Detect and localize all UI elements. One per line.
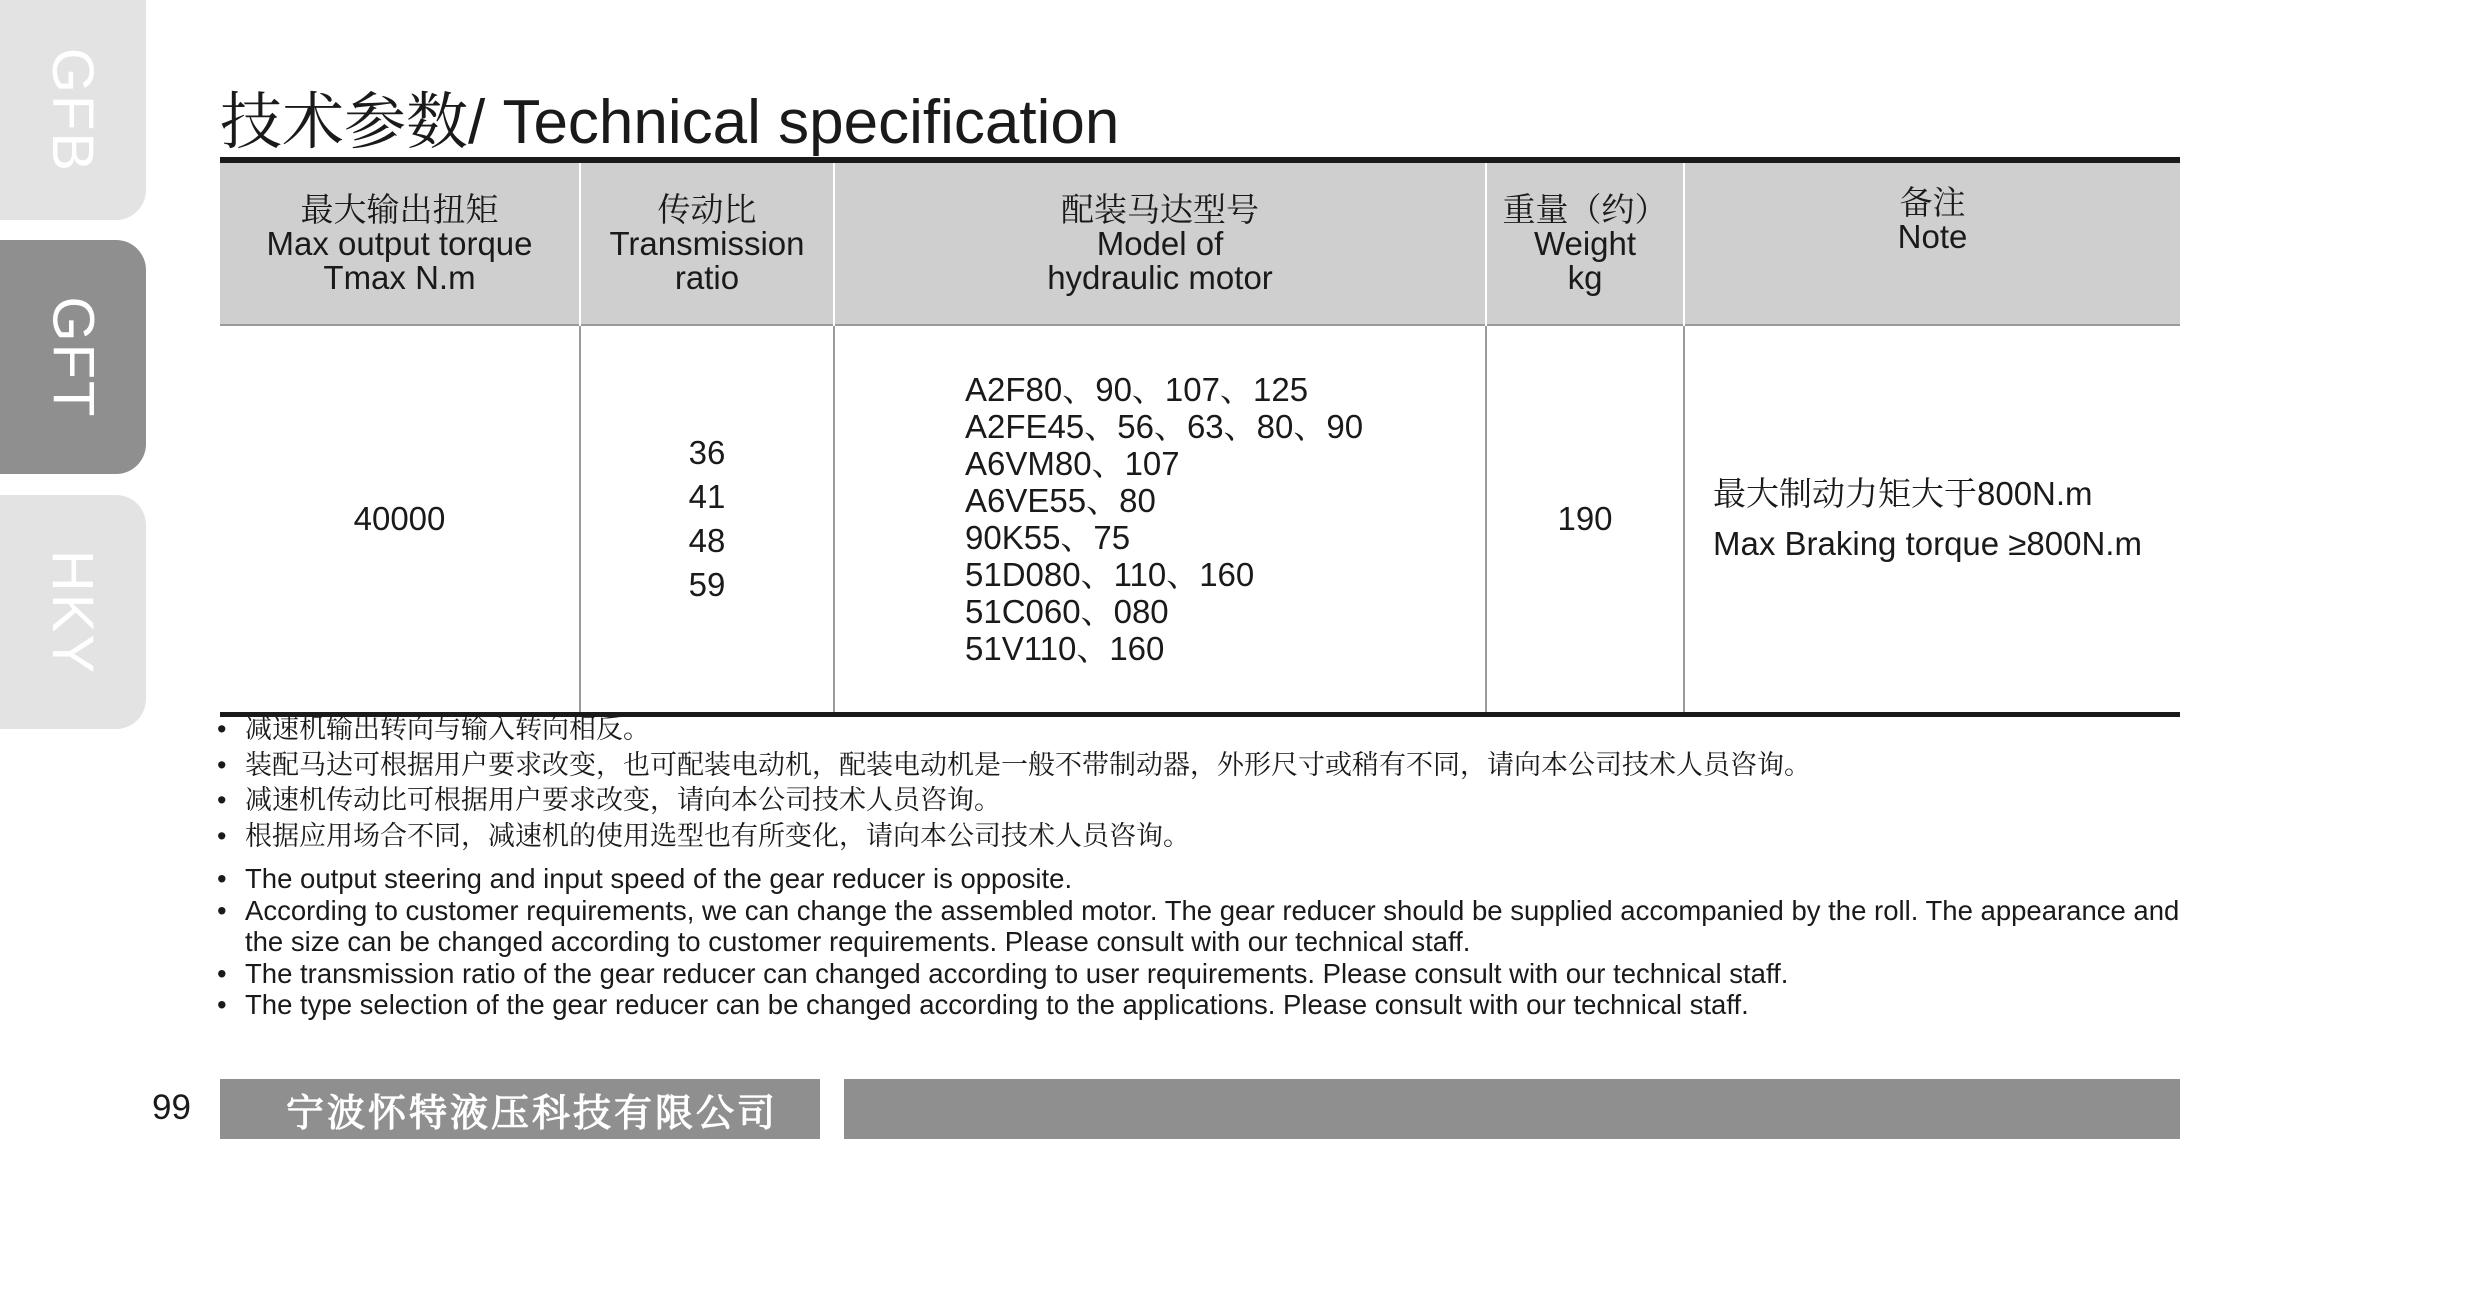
motor-model: A6VE55、80 <box>965 481 1156 519</box>
list-item: • The transmission ratio of the gear reducer can changed according to user requirements. Please consult with our technical staff. <box>215 958 2195 990</box>
ratio-value: 48 <box>688 522 726 559</box>
header-ratio-en1: Transmission <box>609 224 805 262</box>
header-weight-cn: 重量（约） <box>1502 190 1668 228</box>
motor-model: 51C060、080 <box>965 592 1169 630</box>
list-item: • The output steering and input speed of the gear reducer is opposite. <box>215 863 2195 895</box>
motor-model: A2FE45、56、63、80、90 <box>965 407 1364 445</box>
header-motor <box>834 160 1486 325</box>
table-row <box>220 325 2180 715</box>
page-number: 99 <box>152 1088 191 1127</box>
page-title: 技术参数/ Technical specification <box>220 88 1120 157</box>
list-item: • The type selection of the gear reducer can be changed according to the applications. Please consult with our technical staff. <box>215 989 2195 1021</box>
ratio-value: 36 <box>688 434 726 471</box>
cell-ratios <box>580 325 834 715</box>
motor-model: 51V110、160 <box>965 629 1165 667</box>
side-tab-gfb-label: GFB <box>40 47 106 173</box>
footer-bar <box>844 1079 2180 1139</box>
table-header-row <box>220 160 2180 325</box>
header-motor-en2: hydraulic motor <box>1047 258 1273 296</box>
header-weight <box>1486 160 1684 325</box>
header-motor-cn: 配装马达型号 <box>1061 190 1259 228</box>
list-item: • 根据应用场合不同，减速机的使用选型也有所变化，请向本公司技术人员咨询。 <box>215 819 2195 855</box>
header-weight-en1: Weight <box>1533 224 1637 262</box>
list-item: • 装配马达可根据用户要求改变，也可配装电动机，配装电动机是一般不带制动器，外形尺寸或稍有不同，请向本公司技术人员咨询。 <box>215 748 2195 784</box>
header-note-en1: Note <box>1897 218 1968 255</box>
motor-model: 51D080、110、160 <box>965 555 1255 593</box>
motor-model: 90K55、75 <box>965 518 1131 556</box>
side-tab-gft-label: GFT <box>40 296 106 418</box>
list-item: • According to customer requirements, we can change the assembled motor. The gear reducer should be supplied accompanied by the roll. The appearance and the size can be changed according to customer requirements. Please consult with our technical staff. <box>215 895 2195 958</box>
note-en: Max Braking torque ≥800N.m <box>1713 525 2142 562</box>
header-torque-en1: Max output torque <box>266 224 533 262</box>
side-tab-hky[interactable] <box>0 495 146 729</box>
header-ratio <box>580 160 834 325</box>
cell-motors <box>834 325 1486 715</box>
ratio-value: 59 <box>688 566 726 603</box>
list-item: • 减速机传动比可根据用户要求改变，请向本公司技术人员咨询。 <box>215 783 2195 819</box>
header-weight-en2: kg <box>1567 258 1603 296</box>
header-ratio-en2: ratio <box>674 258 740 296</box>
motor-model: A6VM80、107 <box>965 444 1180 482</box>
header-torque-cn: 最大输出扭矩 <box>300 190 499 228</box>
header-note <box>1684 160 2180 325</box>
header-motor-en1: Model of <box>1096 224 1224 262</box>
side-tab-gft[interactable] <box>0 240 146 474</box>
note-cn: 最大制动力矩大于800N.m <box>1713 475 2093 512</box>
cell-note <box>1684 325 2180 715</box>
spec-table <box>220 157 2180 717</box>
side-tab-gfb[interactable] <box>0 0 146 220</box>
company-name: 宁波怀特液压科技有限公司 <box>286 1090 779 1135</box>
side-tab-hky-label: HKY <box>40 549 106 675</box>
header-torque <box>220 160 580 325</box>
list-item: • 减速机输出转向与输入转向相反。 <box>215 712 2195 748</box>
motor-model: A2F80、90、107、125 <box>965 370 1309 408</box>
notes-english <box>215 863 2195 1021</box>
ratio-value: 41 <box>688 478 726 515</box>
header-ratio-cn: 传动比 <box>657 190 757 228</box>
header-torque-en2: Tmax N.m <box>323 258 476 296</box>
cell-weight: 190 <box>1486 325 1684 715</box>
notes-chinese <box>215 712 2195 854</box>
footer-company-bar <box>220 1079 820 1139</box>
cell-torque: 40000 <box>220 325 580 715</box>
header-note-cn: 备注 <box>1899 184 1966 221</box>
